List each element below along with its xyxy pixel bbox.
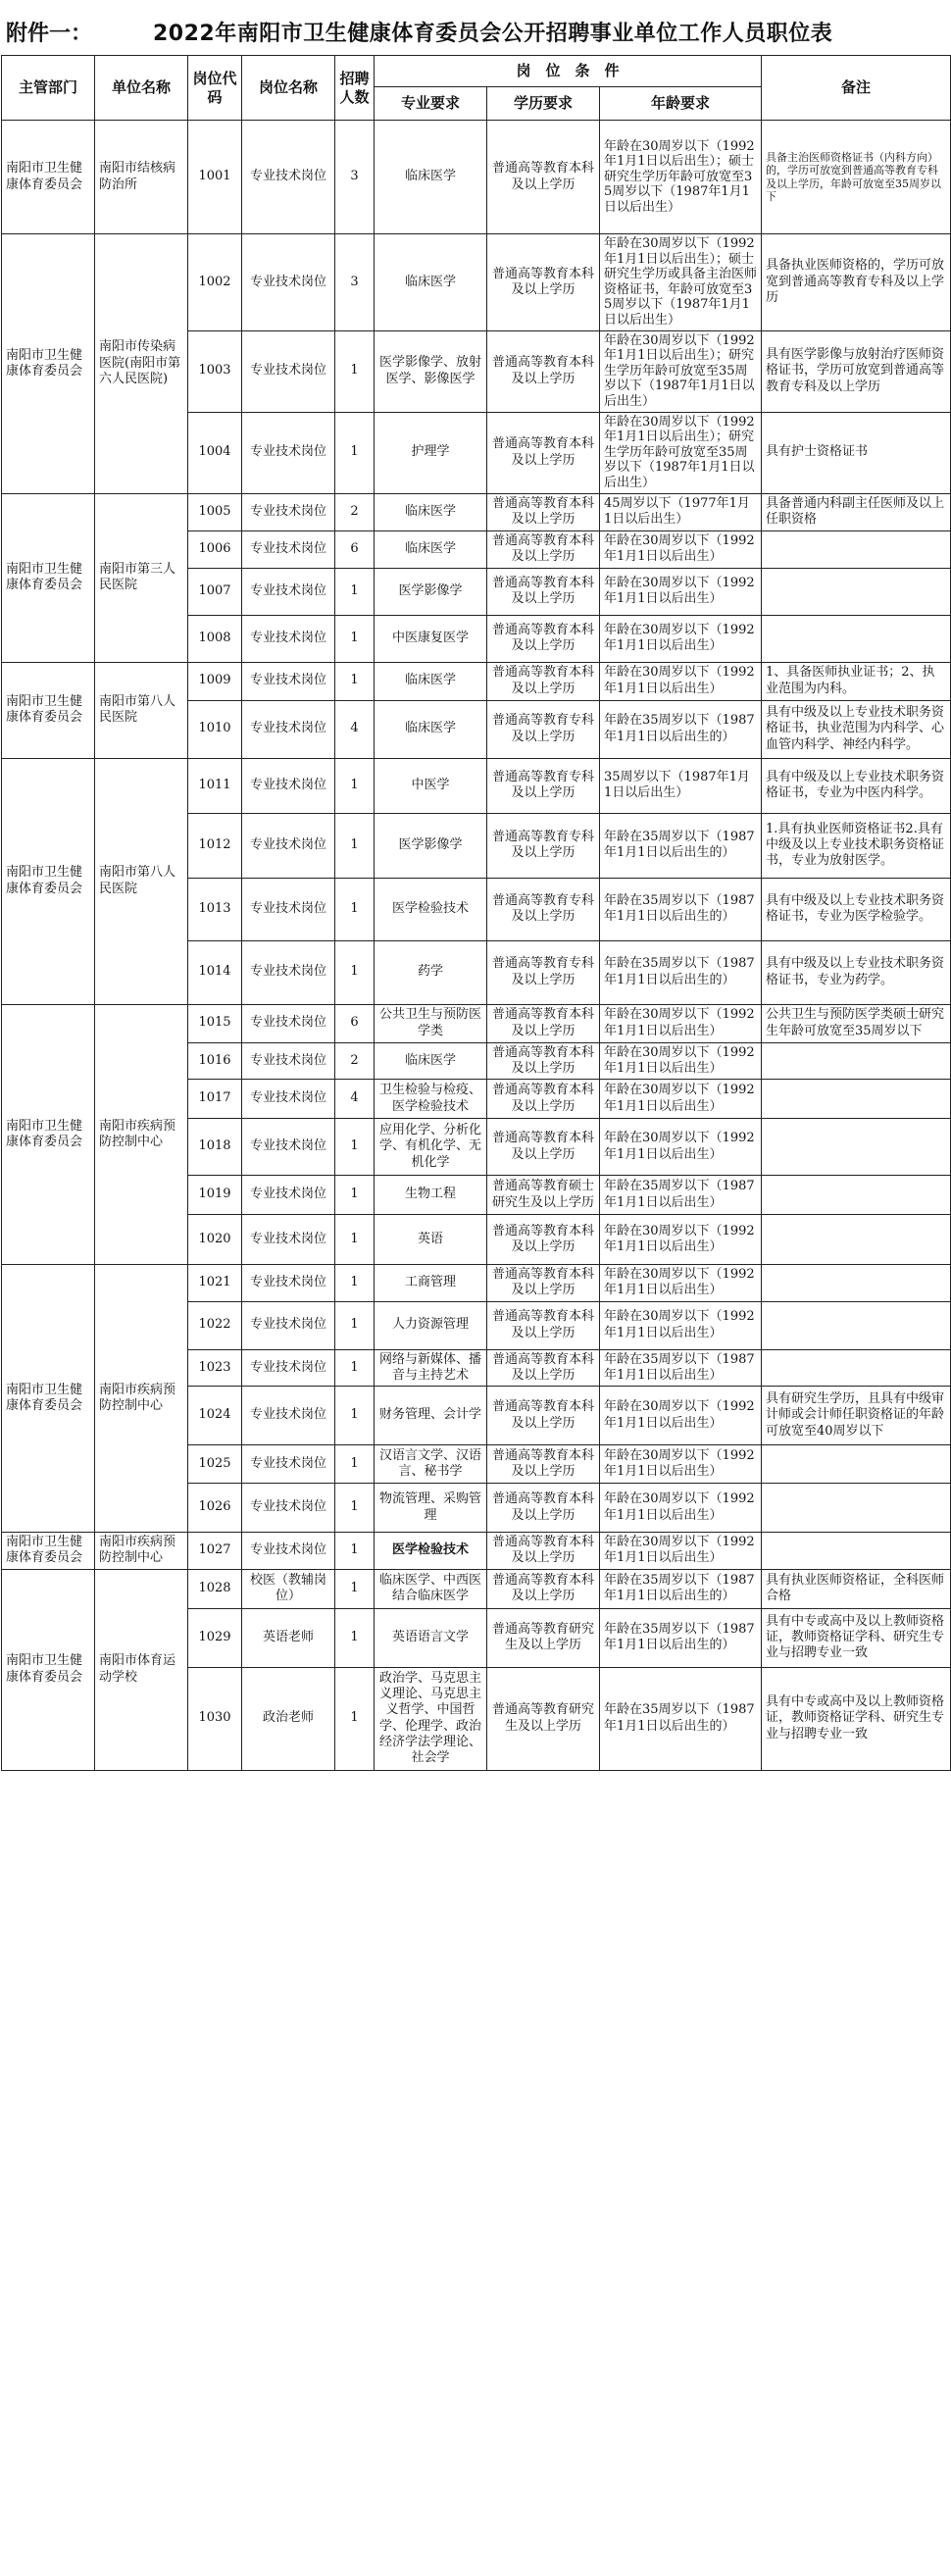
position-name-cell: 专业技术岗位 <box>242 1387 335 1445</box>
code-cell: 1016 <box>188 1042 242 1080</box>
code-cell: 1004 <box>188 412 242 493</box>
education-cell: 普通高等教育本科及以上学历 <box>487 121 600 234</box>
dept-cell: 南阳市卫生健康体育委员会 <box>2 1569 95 1770</box>
position-name-cell: 专业技术岗位 <box>242 700 335 758</box>
education-cell: 普通高等教育本科及以上学历 <box>487 615 600 662</box>
note-cell <box>762 1533 951 1570</box>
unit-cell: 南阳市疾病预防控制中心 <box>95 1265 188 1533</box>
note-cell <box>762 1119 951 1176</box>
count-cell: 1 <box>335 1176 375 1215</box>
count-cell: 3 <box>335 121 375 234</box>
age-cell: 年龄在30周岁以下（1992年1月1日以后出生）；硕士研究生学历或具备主治医师资格证书，年龄可放宽至35周岁以下（1987年1月1日以后出生） <box>600 234 762 331</box>
education-cell: 普通高等教育本科及以上学历 <box>487 493 600 530</box>
major-cell: 临床医学 <box>375 121 487 234</box>
age-cell: 年龄在35周岁以下（1987年1月1日以后出生） <box>600 1349 762 1387</box>
position-name-cell: 专业技术岗位 <box>242 1119 335 1176</box>
position-name-cell: 专业技术岗位 <box>242 878 335 940</box>
education-cell: 普通高等教育本科及以上学历 <box>487 1387 600 1445</box>
count-cell: 2 <box>335 493 375 530</box>
code-cell: 1025 <box>188 1445 242 1484</box>
unit-cell: 南阳市第八人民医院 <box>95 758 188 1004</box>
major-cell: 应用化学、分析化学、有机化学、无机化学 <box>375 1119 487 1176</box>
major-cell: 临床医学 <box>375 530 487 568</box>
education-cell: 普通高等教育专科及以上学历 <box>487 758 600 813</box>
position-name-cell: 专业技术岗位 <box>242 1215 335 1265</box>
dept-cell: 南阳市卫生健康体育委员会 <box>2 121 95 234</box>
education-cell: 普通高等教育本科及以上学历 <box>487 662 600 700</box>
note-cell: 1、具备医师执业证书；2、执业范围为内科。 <box>762 662 951 700</box>
note-cell <box>762 1301 951 1349</box>
unit-cell: 南阳市第三人民医院 <box>95 493 188 662</box>
col-major: 专业要求 <box>375 87 487 121</box>
code-cell: 1020 <box>188 1215 242 1265</box>
col-code: 岗位代码 <box>188 56 242 121</box>
position-name-cell: 专业技术岗位 <box>242 1042 335 1080</box>
note-cell: 具有中专或高中及以上教师资格证，教师资格证学科、研究生专业与招聘专业一致 <box>762 1608 951 1667</box>
age-cell: 年龄在35周岁以下（1987年1月1日以后出生的） <box>600 878 762 940</box>
unit-cell: 南阳市疾病预防控制中心 <box>95 1004 188 1265</box>
count-cell: 1 <box>335 940 375 1004</box>
note-cell: 具备执业医师资格的，学历可放宽到普通高等教育专科及以上学历 <box>762 234 951 331</box>
education-cell: 普通高等教育本科及以上学历 <box>487 1484 600 1533</box>
note-cell <box>762 1042 951 1080</box>
age-cell: 年龄在35周岁以下（1987年1月1日以后出生的） <box>600 1667 762 1770</box>
code-cell: 1030 <box>188 1667 242 1770</box>
position-name-cell: 专业技术岗位 <box>242 1484 335 1533</box>
title-bar <box>0 8 951 55</box>
position-name-cell: 政治老师 <box>242 1667 335 1770</box>
dept-cell: 南阳市卫生健康体育委员会 <box>2 1004 95 1265</box>
education-cell: 普通高等教育研究生及以上学历 <box>487 1608 600 1667</box>
note-cell <box>762 530 951 568</box>
note-cell: 具有中级及以上专业技术职务资格证书，执业范围为内科学、心血管内科学、神经内科学。 <box>762 700 951 758</box>
major-cell: 医学检验技术 <box>375 878 487 940</box>
count-cell: 1 <box>335 1387 375 1445</box>
age-cell: 年龄在30周岁以下（1992年1月1日以后出生） <box>600 1301 762 1349</box>
count-cell: 1 <box>335 568 375 615</box>
col-name: 岗位名称 <box>242 56 335 121</box>
major-cell: 中医康复医学 <box>375 615 487 662</box>
note-cell: 具有医学影像与放射治疗医师资格证书，学历可放宽到普通高等教育专科及以上学历 <box>762 330 951 412</box>
count-cell: 3 <box>335 234 375 331</box>
code-cell: 1024 <box>188 1387 242 1445</box>
education-cell: 普通高等教育硕士研究生及以上学历 <box>487 1176 600 1215</box>
code-cell: 1023 <box>188 1349 242 1387</box>
position-name-cell: 专业技术岗位 <box>242 1004 335 1042</box>
major-cell: 医学检验技术 <box>375 1533 487 1570</box>
count-cell: 2 <box>335 1042 375 1080</box>
note-cell: 具有中专或高中及以上教师资格证，教师资格证学科、研究生专业与招聘专业一致 <box>762 1667 951 1770</box>
position-name-cell: 专业技术岗位 <box>242 493 335 530</box>
major-cell: 临床医学 <box>375 1042 487 1080</box>
code-cell: 1001 <box>188 121 242 234</box>
major-cell: 护理学 <box>375 412 487 493</box>
age-cell: 年龄在30周岁以下（1992年1月1日以后出生） <box>600 1215 762 1265</box>
code-cell: 1008 <box>188 615 242 662</box>
major-cell: 药学 <box>375 940 487 1004</box>
unit-cell: 南阳市结核病防治所 <box>95 121 188 234</box>
col-note: 备注 <box>762 56 951 121</box>
education-cell: 普通高等教育本科及以上学历 <box>487 1569 600 1608</box>
major-cell: 临床医学 <box>375 493 487 530</box>
position-name-cell: 英语老师 <box>242 1608 335 1667</box>
code-cell: 1029 <box>188 1608 242 1667</box>
age-cell: 年龄在35周岁以下（1987年1月1日以后出生的） <box>600 1608 762 1667</box>
position-name-cell: 校医（教辅岗位） <box>242 1569 335 1608</box>
major-cell: 物流管理、采购管理 <box>375 1484 487 1533</box>
count-cell: 1 <box>335 1569 375 1608</box>
education-cell: 普通高等教育专科及以上学历 <box>487 940 600 1004</box>
count-cell: 1 <box>335 615 375 662</box>
age-cell: 35周岁以下（1987年1月1日以后出生） <box>600 758 762 813</box>
major-cell: 临床医学 <box>375 700 487 758</box>
position-name-cell: 专业技术岗位 <box>242 530 335 568</box>
code-cell: 1028 <box>188 1569 242 1608</box>
position-name-cell: 专业技术岗位 <box>242 758 335 813</box>
code-cell: 1027 <box>188 1533 242 1570</box>
position-name-cell: 专业技术岗位 <box>242 813 335 878</box>
note-cell <box>762 568 951 615</box>
education-cell: 普通高等教育本科及以上学历 <box>487 1533 600 1570</box>
age-cell: 年龄在35周岁以下（1987年1月1日以后出生的） <box>600 1569 762 1608</box>
age-cell: 年龄在30周岁以下（1992年1月1日以后出生） <box>600 1265 762 1302</box>
count-cell: 1 <box>335 1119 375 1176</box>
table-row <box>2 662 951 700</box>
age-cell: 年龄在30周岁以下（1992年1月1日以后出生） <box>600 530 762 568</box>
table-body <box>2 121 951 1771</box>
unit-cell: 南阳市体育运动学校 <box>95 1569 188 1770</box>
major-cell: 英语语言文学 <box>375 1608 487 1667</box>
code-cell: 1014 <box>188 940 242 1004</box>
count-cell: 1 <box>335 1445 375 1484</box>
position-name-cell: 专业技术岗位 <box>242 412 335 493</box>
col-conditions: 岗 位 条 件 <box>375 56 762 87</box>
code-cell: 1022 <box>188 1301 242 1349</box>
dept-cell: 南阳市卫生健康体育委员会 <box>2 1265 95 1533</box>
unit-cell: 南阳市疾病预防控制中心 <box>95 1533 188 1570</box>
position-name-cell: 专业技术岗位 <box>242 1176 335 1215</box>
note-cell: 公共卫生与预防医学类硕士研究生年龄可放宽至35周岁以下 <box>762 1004 951 1042</box>
age-cell: 年龄在30周岁以下（1992年1月1日以后出生） <box>600 1445 762 1484</box>
age-cell: 年龄在30周岁以下（1992年1月1日以后出生） <box>600 1119 762 1176</box>
note-cell <box>762 1215 951 1265</box>
major-cell: 汉语言文学、汉语言、秘书学 <box>375 1445 487 1484</box>
note-cell <box>762 615 951 662</box>
major-cell: 医学影像学 <box>375 813 487 878</box>
major-cell: 临床医学 <box>375 662 487 700</box>
note-cell: 具有研究生学历，且具有中级审计师或会计师任职资格证的年龄可放宽至40周岁以下 <box>762 1387 951 1445</box>
unit-cell: 南阳市第八人民医院 <box>95 662 188 758</box>
major-cell: 生物工程 <box>375 1176 487 1215</box>
age-cell: 年龄在30周岁以下（1992年1月1日以后出生） <box>600 662 762 700</box>
code-cell: 1007 <box>188 568 242 615</box>
note-cell <box>762 1445 951 1484</box>
major-cell: 网络与新媒体、播音与主持艺术 <box>375 1349 487 1387</box>
education-cell: 普通高等教育本科及以上学历 <box>487 1265 600 1302</box>
age-cell: 年龄在35周岁以下（1987年1月1日以后出生的） <box>600 940 762 1004</box>
age-cell: 年龄在30周岁以下（1992年1月1日以后出生） <box>600 1533 762 1570</box>
document-title: 2022年南阳市卫生健康体育委员会公开招聘事业单位工作人员职位表 <box>153 21 833 46</box>
age-cell: 年龄在30周岁以下（1992年1月1日以后出生） <box>600 1080 762 1119</box>
position-name-cell: 专业技术岗位 <box>242 1349 335 1387</box>
note-cell: 1.具有执业医师资格证书2.具有中级及以上专业技术职务资格证书，专业为放射医学。 <box>762 813 951 878</box>
count-cell: 1 <box>335 1265 375 1302</box>
education-cell: 普通高等教育专科及以上学历 <box>487 878 600 940</box>
major-cell: 中医学 <box>375 758 487 813</box>
dept-cell: 南阳市卫生健康体育委员会 <box>2 493 95 662</box>
dept-cell: 南阳市卫生健康体育委员会 <box>2 1533 95 1570</box>
code-cell: 1021 <box>188 1265 242 1302</box>
code-cell: 1017 <box>188 1080 242 1119</box>
note-cell: 具有执业医师资格证，全科医师合格 <box>762 1569 951 1608</box>
education-cell: 普通高等教育本科及以上学历 <box>487 530 600 568</box>
count-cell: 1 <box>335 1667 375 1770</box>
table-row <box>2 1569 951 1608</box>
dept-cell: 南阳市卫生健康体育委员会 <box>2 234 95 494</box>
col-count: 招聘人数 <box>335 56 375 121</box>
count-cell: 1 <box>335 1301 375 1349</box>
count-cell: 1 <box>335 1215 375 1265</box>
major-cell: 临床医学、中西医结合临床医学 <box>375 1569 487 1608</box>
position-name-cell: 专业技术岗位 <box>242 1080 335 1119</box>
education-cell: 普通高等教育本科及以上学历 <box>487 1301 600 1349</box>
age-cell: 45周岁以下（1977年1月1日以后出生） <box>600 493 762 530</box>
major-cell: 人力资源管理 <box>375 1301 487 1349</box>
table-row <box>2 234 951 331</box>
count-cell: 1 <box>335 330 375 412</box>
position-name-cell: 专业技术岗位 <box>242 615 335 662</box>
count-cell: 1 <box>335 878 375 940</box>
code-cell: 1013 <box>188 878 242 940</box>
major-cell: 临床医学 <box>375 234 487 331</box>
note-cell: 具有护士资格证书 <box>762 412 951 493</box>
education-cell: 普通高等教育本科及以上学历 <box>487 1349 600 1387</box>
education-cell: 普通高等教育本科及以上学历 <box>487 330 600 412</box>
count-cell: 1 <box>335 1484 375 1533</box>
dept-cell: 南阳市卫生健康体育委员会 <box>2 662 95 758</box>
position-table <box>1 55 951 1771</box>
major-cell: 财务管理、会计学 <box>375 1387 487 1445</box>
age-cell: 年龄在30周岁以下（1992年1月1日以后出生）；研究生学历年龄可放宽至35周岁以下（1987年1月1日以后出生） <box>600 412 762 493</box>
note-cell: 具有中级及以上专业技术职务资格证书，专业为药学。 <box>762 940 951 1004</box>
header-row <box>2 56 951 87</box>
table-row <box>2 1004 951 1042</box>
education-cell: 普通高等教育本科及以上学历 <box>487 568 600 615</box>
education-cell: 普通高等教育本科及以上学历 <box>487 1042 600 1080</box>
count-cell: 1 <box>335 1349 375 1387</box>
code-cell: 1002 <box>188 234 242 331</box>
code-cell: 1005 <box>188 493 242 530</box>
age-cell: 年龄在30周岁以下（1992年1月1日以后出生） <box>600 1042 762 1080</box>
count-cell: 1 <box>335 1608 375 1667</box>
note-cell <box>762 1080 951 1119</box>
code-cell: 1026 <box>188 1484 242 1533</box>
code-cell: 1012 <box>188 813 242 878</box>
position-name-cell: 专业技术岗位 <box>242 121 335 234</box>
position-name-cell: 专业技术岗位 <box>242 1445 335 1484</box>
col-dept: 主管部门 <box>2 56 95 121</box>
education-cell: 普通高等教育本科及以上学历 <box>487 1445 600 1484</box>
code-cell: 1006 <box>188 530 242 568</box>
education-cell: 普通高等教育本科及以上学历 <box>487 1004 600 1042</box>
code-cell: 1009 <box>188 662 242 700</box>
table-row <box>2 758 951 813</box>
major-cell: 英语 <box>375 1215 487 1265</box>
education-cell: 普通高等教育本科及以上学历 <box>487 1080 600 1119</box>
code-cell: 1011 <box>188 758 242 813</box>
age-cell: 年龄在30周岁以下（1992年1月1日以后出生） <box>600 615 762 662</box>
unit-cell: 南阳市传染病医院(南阳市第六人民医院) <box>95 234 188 494</box>
code-cell: 1003 <box>188 330 242 412</box>
count-cell: 1 <box>335 412 375 493</box>
note-cell <box>762 1265 951 1302</box>
major-cell: 工商管理 <box>375 1265 487 1302</box>
note-cell <box>762 1349 951 1387</box>
col-unit: 单位名称 <box>95 56 188 121</box>
count-cell: 1 <box>335 758 375 813</box>
position-name-cell: 专业技术岗位 <box>242 1533 335 1570</box>
table-row <box>2 1533 951 1570</box>
note-cell: 具有中级及以上专业技术职务资格证书，专业为中医内科学。 <box>762 758 951 813</box>
education-cell: 普通高等教育本科及以上学历 <box>487 1119 600 1176</box>
count-cell: 4 <box>335 700 375 758</box>
col-age: 年龄要求 <box>600 87 762 121</box>
education-cell: 普通高等教育专科及以上学历 <box>487 813 600 878</box>
position-name-cell: 专业技术岗位 <box>242 662 335 700</box>
note-cell: 具有中级及以上专业技术职务资格证书，专业为医学检验学。 <box>762 878 951 940</box>
age-cell: 年龄在30周岁以下（1992年1月1日以后出生） <box>600 1004 762 1042</box>
attachment-label: 附件一： <box>6 21 93 46</box>
age-cell: 年龄在35周岁以下（1987年1月1日以后出生） <box>600 1176 762 1215</box>
age-cell: 年龄在35周岁以下（1987年1月1日以后出生的） <box>600 700 762 758</box>
position-name-cell: 专业技术岗位 <box>242 568 335 615</box>
position-name-cell: 专业技术岗位 <box>242 234 335 331</box>
count-cell: 1 <box>335 813 375 878</box>
note-cell: 具备主治医师资格证书（内科方向）的，学历可放宽到普通高等教育专科及以上学历，年龄可放宽至35周岁以下 <box>762 121 951 234</box>
age-cell: 年龄在30周岁以下（1992年1月1日以后出生） <box>600 568 762 615</box>
count-cell: 4 <box>335 1080 375 1119</box>
position-name-cell: 专业技术岗位 <box>242 1301 335 1349</box>
age-cell: 年龄在30周岁以下（1992年1月1日以后出生）；硕士研究生学历年龄可放宽至35周岁以下（1987年1月1日以后出生） <box>600 121 762 234</box>
education-cell: 普通高等教育本科及以上学历 <box>487 412 600 493</box>
position-name-cell: 专业技术岗位 <box>242 1265 335 1302</box>
count-cell: 1 <box>335 1533 375 1570</box>
major-cell: 医学影像学 <box>375 568 487 615</box>
education-cell: 普通高等教育专科及以上学历 <box>487 700 600 758</box>
position-name-cell: 专业技术岗位 <box>242 330 335 412</box>
education-cell: 普通高等教育研究生及以上学历 <box>487 1667 600 1770</box>
col-edu: 学历要求 <box>487 87 600 121</box>
count-cell: 6 <box>335 530 375 568</box>
code-cell: 1010 <box>188 700 242 758</box>
code-cell: 1019 <box>188 1176 242 1215</box>
education-cell: 普通高等教育本科及以上学历 <box>487 1215 600 1265</box>
age-cell: 年龄在30周岁以下（1992年1月1日以后出生）；研究生学历年龄可放宽至35周岁以下（1987年1月1日以后出生） <box>600 330 762 412</box>
dept-cell: 南阳市卫生健康体育委员会 <box>2 758 95 1004</box>
code-cell: 1015 <box>188 1004 242 1042</box>
count-cell: 1 <box>335 662 375 700</box>
note-cell: 具备普通内科副主任医师及以上任职资格 <box>762 493 951 530</box>
major-cell: 卫生检验与检疫、医学检验技术 <box>375 1080 487 1119</box>
note-cell <box>762 1176 951 1215</box>
age-cell: 年龄在30周岁以下（1992年1月1日以后出生） <box>600 1484 762 1533</box>
major-cell: 医学影像学、放射医学、影像医学 <box>375 330 487 412</box>
table-row <box>2 1265 951 1302</box>
education-cell: 普通高等教育本科及以上学历 <box>487 234 600 331</box>
table-row <box>2 121 951 234</box>
position-name-cell: 专业技术岗位 <box>242 940 335 1004</box>
age-cell: 年龄在30周岁以下（1992年1月1日以后出生） <box>600 1387 762 1445</box>
major-cell: 公共卫生与预防医学类 <box>375 1004 487 1042</box>
major-cell: 政治学、马克思主义理论、马克思主义哲学、中国哲学、伦理学、政治经济学法学理论、社会学 <box>375 1667 487 1770</box>
table-row <box>2 493 951 530</box>
code-cell: 1018 <box>188 1119 242 1176</box>
count-cell: 6 <box>335 1004 375 1042</box>
age-cell: 年龄在35周岁以下（1987年1月1日以后出生的） <box>600 813 762 878</box>
note-cell <box>762 1484 951 1533</box>
